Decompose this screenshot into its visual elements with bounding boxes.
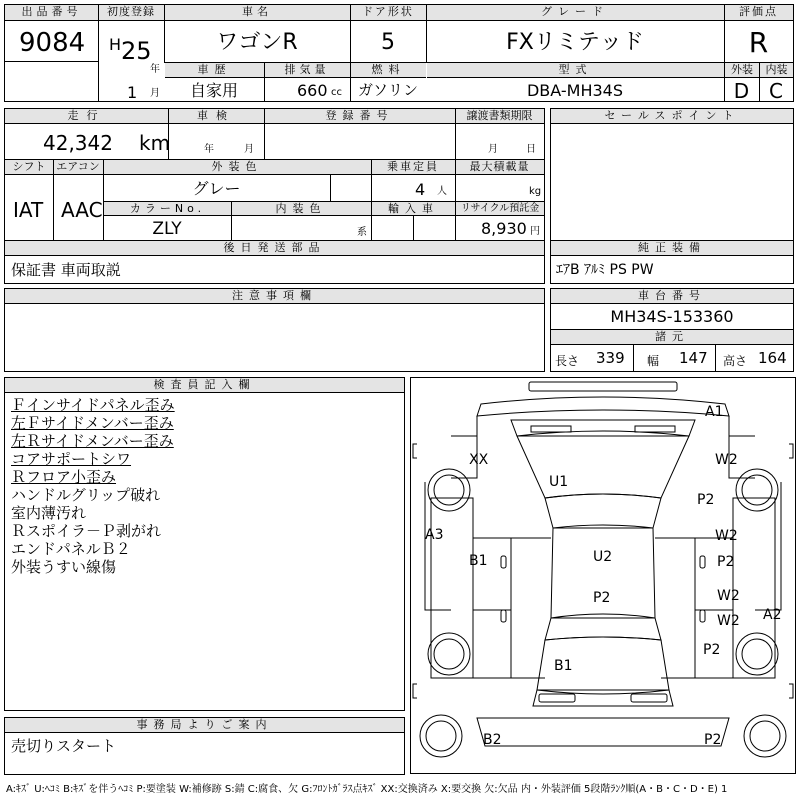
lot-number: 9084 <box>19 28 86 58</box>
fuel-header: 燃料 <box>351 63 426 78</box>
damage-mark: A3 <box>425 527 444 543</box>
transfer-month-unit: 月 <box>488 144 498 155</box>
notes-header: 注意事項欄 <box>5 289 544 304</box>
reg-header: 初度登録 <box>98 5 164 21</box>
int-score: C <box>769 79 783 103</box>
width-value: 147 <box>679 349 708 367</box>
fuel-value: ガソリン <box>357 81 418 99</box>
payload-header: 最大積載量 <box>455 160 544 175</box>
reg-era: H <box>109 35 122 54</box>
recycle-unit: 円 <box>530 226 540 237</box>
displacement-header: 排気量 <box>264 63 350 78</box>
int-header: 内装 <box>760 63 793 78</box>
damage-mark: P2 <box>697 492 715 508</box>
sales-points-header: セールスポイント <box>551 109 793 124</box>
inspection-year-unit: 年 <box>204 144 214 155</box>
damage-mark: B2 <box>483 732 502 748</box>
inspector-box <box>4 377 405 711</box>
remark-line: コアサポートシワ <box>11 450 132 468</box>
grade-header: グレード <box>426 5 724 21</box>
color-no-value: ZLY <box>152 219 182 239</box>
inspection-header: 車検 <box>168 109 264 124</box>
door-count: 5 <box>381 30 395 55</box>
score-value: R <box>748 26 769 59</box>
damage-mark: W2 <box>717 588 740 604</box>
damage-mark: XX <box>469 452 489 468</box>
damage-mark: B1 <box>469 553 488 569</box>
equipment-value: ｴｱB ｱﾙﾐ PS PW <box>556 262 654 278</box>
length-label: 長さ <box>555 354 580 368</box>
damage-mark: P2 <box>704 732 722 748</box>
details-table <box>4 108 545 284</box>
car-damage-diagram <box>410 377 796 774</box>
remark-line: ハンドルグリップ破れ <box>11 486 161 504</box>
inspector-header: 検査員記入欄 <box>5 378 404 393</box>
damage-marks <box>411 378 795 773</box>
damage-mark: W2 <box>715 452 738 468</box>
shift-header: シフト <box>5 160 53 175</box>
inspection-month-unit: 月 <box>244 144 254 155</box>
damage-mark: W2 <box>717 613 740 629</box>
later-parts-value: 保証書 車両取説 <box>11 261 121 279</box>
payload-unit: kg <box>529 186 542 197</box>
lot-header: 出品番号 <box>5 5 98 21</box>
recycle-header: リサイクル預託金 <box>456 202 544 216</box>
damage-mark: P2 <box>703 642 721 658</box>
displacement-unit: cc <box>331 87 342 98</box>
damage-mark: P2 <box>717 554 735 570</box>
office-box <box>4 717 405 775</box>
remark-line: 左Ｒサイドメンバー歪み <box>11 432 174 450</box>
recycle-value: 8,930 <box>481 219 527 238</box>
remark-line: 室内薄汚れ <box>11 504 87 522</box>
transfer-day-unit: 日 <box>526 144 536 155</box>
remark-line: 左Ｆサイドメンバー歪み <box>11 414 174 432</box>
interior-color-header: 内装色 <box>231 202 371 216</box>
model-value: DBA-MH34S <box>526 81 623 100</box>
later-parts-header: 後日発送部品 <box>5 241 544 256</box>
office-header: 事務局よりご案内 <box>5 718 404 733</box>
ac-value: AAC <box>61 198 103 222</box>
office-message: 売切りスタート <box>11 737 117 755</box>
doors-header: ドア形状 <box>350 5 426 21</box>
remarks-list <box>11 396 175 576</box>
damage-mark: U2 <box>593 549 613 565</box>
history-value: 自家用 <box>189 81 238 100</box>
color-value: グレー <box>192 179 241 198</box>
capacity-value: 4 <box>415 180 426 199</box>
grade-value: FXリミテッド <box>506 30 644 55</box>
equipment-header: 純正装備 <box>551 241 793 256</box>
top-table <box>4 4 794 102</box>
damage-mark: P2 <box>593 590 611 606</box>
capacity-unit: 人 <box>437 186 447 197</box>
reg-month-unit: 月 <box>150 88 160 99</box>
chassis-value: MH34S-153360 <box>610 307 734 326</box>
plate-header: 登録番号 <box>264 109 455 124</box>
mileage-unit: km <box>139 131 171 155</box>
capacity-header: 乗車定員 <box>371 160 455 175</box>
damage-mark: A2 <box>763 607 782 623</box>
mileage-header: 走行 <box>5 109 168 124</box>
dims-header: 諸元 <box>551 330 793 345</box>
ac-header: エアコン <box>53 160 103 175</box>
sales-points-box <box>550 108 794 284</box>
color-no-header: カラーNo. <box>104 202 231 216</box>
color-header: 外装色 <box>103 160 371 175</box>
displacement-value: 660 <box>297 81 328 100</box>
shift-value: IAT <box>13 198 44 222</box>
reg-year-unit: 年 <box>150 64 160 75</box>
length-value: 339 <box>596 349 625 367</box>
transfer-header: 譲渡書類期限 <box>455 109 544 124</box>
ext-score: D <box>733 79 750 103</box>
interior-color-unit: 系 <box>357 227 367 238</box>
remark-line: Ｆインサイドパネル歪み <box>11 396 175 414</box>
chassis-header: 車台番号 <box>551 289 793 304</box>
mileage-value: 42,342 <box>43 131 113 155</box>
ext-header: 外装 <box>725 63 759 78</box>
score-header: 評価点 <box>724 5 793 21</box>
damage-mark: A1 <box>705 404 724 420</box>
name-header: 車名 <box>164 5 350 21</box>
remark-line: Ｒフロア小歪み <box>11 468 117 486</box>
width-label: 幅 <box>647 354 660 368</box>
height-label: 高さ <box>723 354 748 368</box>
height-value: 164 <box>758 349 787 367</box>
damage-legend: A:ｷｽﾞ U:ﾍｺﾐ B:ｷｽﾞを伴うﾍｺﾐ P:要塗装 W:補修跡 S:錆 C:腐食、欠 G:ﾌﾛﾝﾄｶﾞﾗｽ点ｷｽﾞ XX:交換済み X:要交換 欠:欠品 内・外装評価 5段階ﾗﾝｸ順(A・B・C・D・E) 1 <box>6 784 728 795</box>
damage-mark: W2 <box>715 528 738 544</box>
damage-mark: B1 <box>554 658 573 674</box>
reg-month: 1 <box>127 83 138 102</box>
remark-line: エンドパネルＢ２ <box>11 540 131 558</box>
remark-line: Ｒスポイラ－Ｐ剥がれ <box>11 522 162 540</box>
damage-mark: U1 <box>549 474 569 490</box>
model-header: 型式 <box>427 63 724 78</box>
reg-year: 25 <box>121 37 152 65</box>
notes-box <box>4 288 545 372</box>
remark-line: 外装うすい線傷 <box>11 558 117 576</box>
chassis-box <box>550 288 794 372</box>
import-header: 輸入車 <box>372 202 455 216</box>
car-name: ワゴンR <box>216 30 298 55</box>
history-header: 車歴 <box>165 63 264 78</box>
